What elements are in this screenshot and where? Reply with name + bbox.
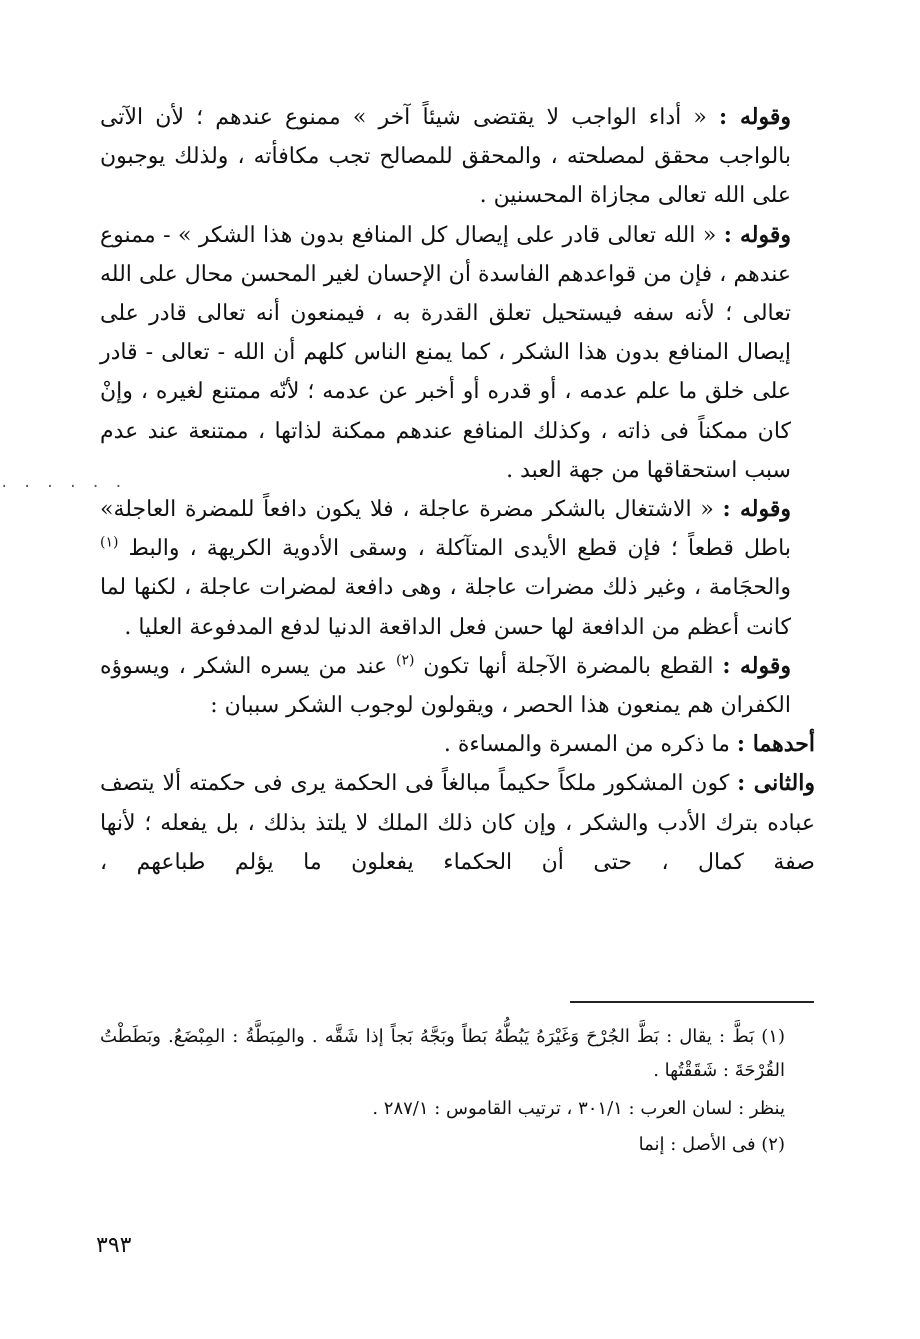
paragraph-3 bbox=[100, 490, 815, 647]
paragraph-lead: وقوله : bbox=[723, 221, 791, 248]
footnotes bbox=[100, 1020, 815, 1162]
paragraph-text: « أداء الواجب لا يقتضى شيئاً آخر » ممنوع عندهم ؛ لأن الآتى بالواجب محقق لمصلحته ، والمحقق للمصالح تجب مكافأته ، ولذلك يوجبون على الله تعالى مجازاة المحسنين . bbox=[100, 105, 791, 209]
footnote-2: (٢) فى الأصل : إنما bbox=[638, 1134, 785, 1155]
footnote-1-source: ينظر : لسان العرب : ٣٠١/١ ، ترتيب القاموس : ٢٨٧/١ . bbox=[372, 1098, 785, 1119]
paragraph-text: القطع بالمضرة الآجلة أنها تكون bbox=[414, 653, 723, 679]
paragraph-lead: وقوله : bbox=[722, 652, 791, 679]
footnote-ref-1[interactable]: (١) bbox=[100, 534, 119, 551]
paragraph-2 bbox=[100, 216, 815, 490]
paragraph-text: ما ذكره من المسرة والمساءة . bbox=[443, 732, 737, 758]
margin-dots: . . . . . . bbox=[0, 475, 126, 491]
paragraph-4 bbox=[100, 647, 815, 725]
paragraph-text: عند من يسره الشكر ، ويسوؤه الكفران هم يمنعون هذا الحصر ، ويقولون لوجوب الشكر سببان : bbox=[100, 653, 791, 719]
footnote-1: (١) بَطَّ : يقال : بَطَّ الجُرْحَ وَغَيْرَهُ يَبُطُّهُ بَطاً وبَجَّهُ بَجاً إذا شَقَّه . والمِبَطَّةُ : المِبْضَعُ. وبَطَطْتُ القُرْحَةَ : شَقَقْتُها . bbox=[100, 1026, 785, 1081]
paragraph-lead: أحدهما : bbox=[736, 731, 815, 758]
paragraph-lead: وقوله : bbox=[719, 104, 791, 130]
main-text bbox=[100, 98, 815, 882]
footnote-divider bbox=[570, 1001, 814, 1003]
paragraph-text: كون المشكور ملكاً حكيماً مبالغاً فى الحكمة يرى فى حكمته ألا يتصف عباده بترك الأدب والشكر ، وإن كان ذلك الملك لا يلتذ بذلك ، بل يفعله ؛ لأنها صفة كمال ، حتى أن الحكماء يفعلون ما يؤلم طباعهم ، bbox=[100, 771, 815, 875]
page-number: ٣٩٣ bbox=[96, 1233, 132, 1258]
paragraph-text: « الله تعالى قادر على إيصال كل المنافع بدون هذا الشكر » - ممنوع عندهم ، فإن من قواعدهم الفاسدة أن الإحسان لغير المحسن محال على الله تعالى ؛ لأنه سفه فيستحيل تعلق القدرة به ، فيمنعون أنه تعالى قادر على إيصال المنافع بدون هذا الشكر ، كما يمنع الناس كلهم أن الله - تعالى - قادر على خلق ما علم عدمه ، أو قدره أو أخبر عن عدمه ؛ لأنّه ممتنع لغيره ، وإنْ كان ممكناً فى ذاته ، وكذلك المنافع عندهم ممكنة لذاتها ، ممتنعة عند عدم سبب استحقاقها من جهة العبد . bbox=[100, 222, 791, 483]
paragraph-1 bbox=[100, 98, 815, 216]
footnote-ref-2[interactable]: (٢) bbox=[395, 652, 415, 669]
paragraph-text: والحجَامة ، وغير ذلك مضرات عاجلة ، وهى دافعة لمضرات عاجلة ، لكنها لما كانت أعظم من الدافعة لها حسن فعل الداقعة الدنيا لدفع المدفوعة العليا . bbox=[100, 575, 791, 640]
paragraph-5 bbox=[100, 725, 815, 764]
paragraph-lead: والثانى : bbox=[737, 770, 815, 797]
paragraph-lead: وقوله : bbox=[722, 496, 791, 523]
paragraph-6 bbox=[100, 764, 815, 882]
paragraph-text: « الاشتغال بالشكر مضرة عاجلة ، فلا يكون دافعاً للمضرة العاجلة» باطل قطعاً ؛ فإن قطع الأيدى المتآكلة ، وسقى الأدوية الكريهة ، والبط bbox=[100, 497, 791, 562]
